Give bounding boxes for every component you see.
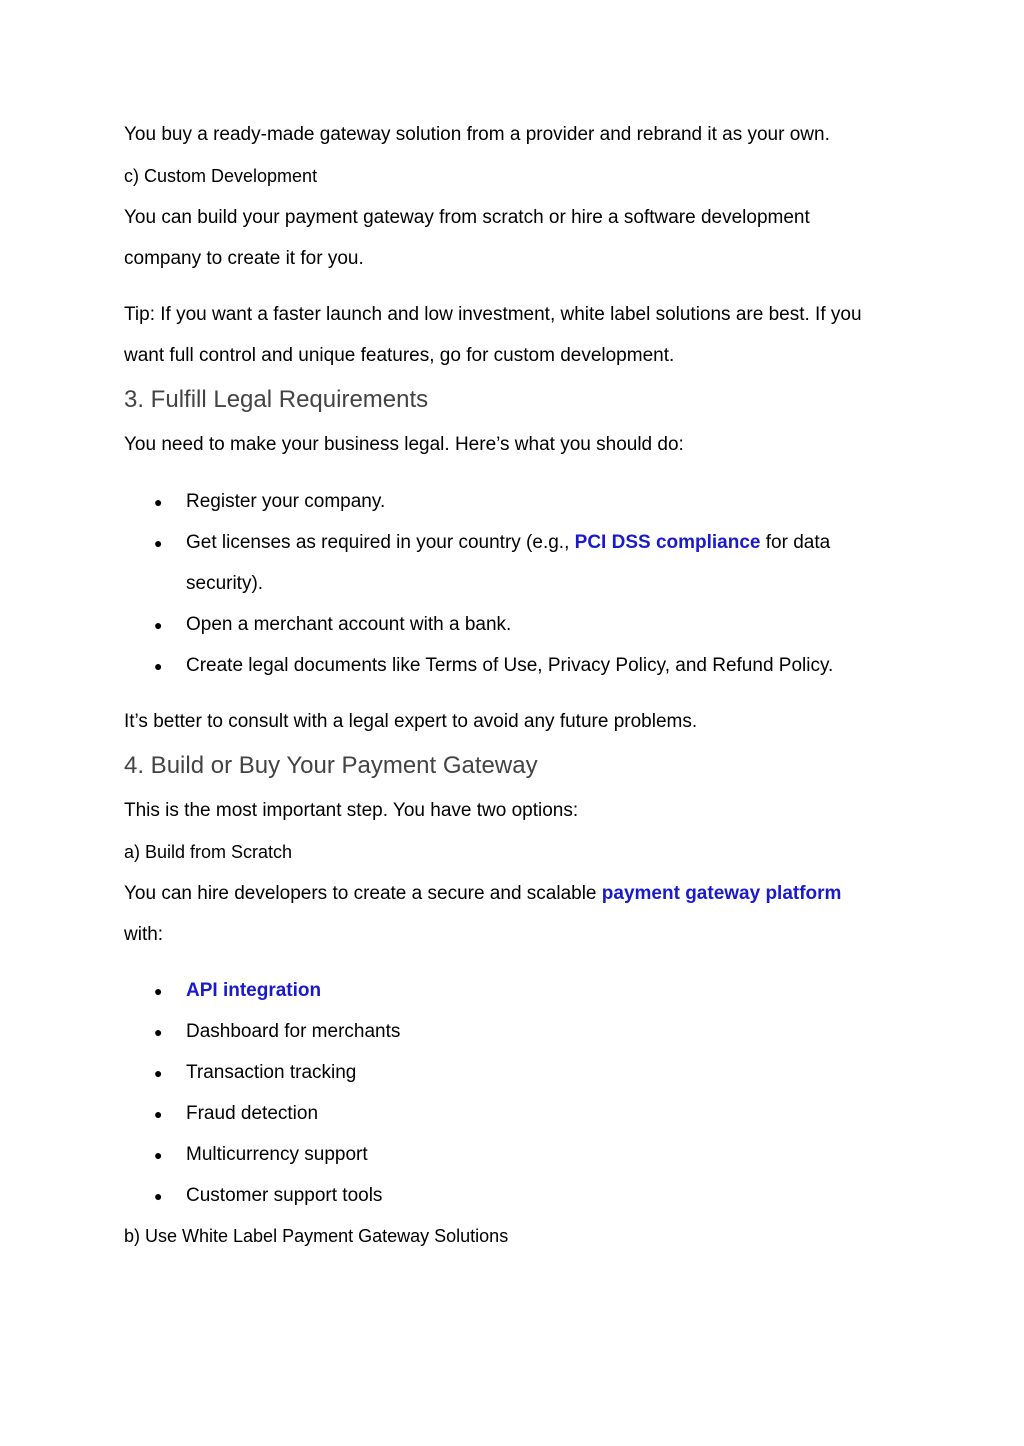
list-item-legal-documents: Create legal documents like Terms of Use, Privacy Policy, and Refund Policy. <box>186 655 834 676</box>
tip-text-line1: Tip: If you want a faster launch and low investment, white label solutions are best. If you <box>124 304 862 325</box>
list-item-multicurrency: Multicurrency support <box>186 1144 368 1165</box>
custom-development-text-line1: You can build your payment gateway from scratch or hire a software development <box>124 207 810 228</box>
api-integration-link[interactable]: API integration <box>186 980 322 1001</box>
tip-text-line2: want full control and unique features, go for custom development. <box>124 345 675 366</box>
section3-intro: You need to make your business legal. Here’s what you should do: <box>124 434 684 455</box>
list-item-licenses-continuation: security). <box>186 573 264 594</box>
section4-intro: This is the most important step. You have two options: <box>124 800 579 821</box>
list-item-licenses-after: for data <box>760 532 831 553</box>
payment-gateway-platform-link[interactable]: payment gateway platform <box>601 883 842 904</box>
white-label-subheading: b) Use White Label Payment Gateway Solutions <box>124 1226 509 1246</box>
list-item-register: Register your company. <box>186 491 386 512</box>
bullet-icon: ● <box>154 1188 163 1204</box>
hire-developers-text-continuation: with: <box>124 924 164 945</box>
list-item-licenses <box>186 532 830 554</box>
pci-dss-compliance-link[interactable]: PCI DSS compliance <box>574 532 761 553</box>
hire-developers-text <box>124 883 841 905</box>
bullet-icon: ● <box>154 535 163 551</box>
list-item-customer-support: Customer support tools <box>186 1185 383 1206</box>
custom-development-subheading: c) Custom Development <box>124 166 318 186</box>
build-from-scratch-subheading: a) Build from Scratch <box>124 842 293 862</box>
bullet-icon: ● <box>154 1065 163 1081</box>
bullet-icon: ● <box>154 658 163 674</box>
white-label-description: You buy a ready-made gateway solution from a provider and rebrand it as your own. <box>124 124 830 145</box>
hire-developers-text-start: You can hire developers to create a secure and scalable <box>124 883 602 904</box>
custom-development-text-line2: company to create it for you. <box>124 248 364 269</box>
bullet-icon: ● <box>154 1024 163 1040</box>
bullet-icon: ● <box>154 617 163 633</box>
bullet-icon: ● <box>154 983 163 999</box>
list-item-fraud-detection: Fraud detection <box>186 1103 319 1124</box>
bullet-icon: ● <box>154 1147 163 1163</box>
bullet-icon: ● <box>154 1106 163 1122</box>
section3-outro: It’s better to consult with a legal expert to avoid any future problems. <box>124 711 698 732</box>
list-item-merchant-account: Open a merchant account with a bank. <box>186 614 512 635</box>
section3-heading: 3. Fulfill Legal Requirements <box>124 386 429 413</box>
bullet-icon: ● <box>154 494 163 510</box>
list-item-licenses-text: Get licenses as required in your country (e.g., <box>186 532 575 553</box>
list-item-dashboard: Dashboard for merchants <box>186 1021 401 1042</box>
section4-heading: 4. Build or Buy Your Payment Gateway <box>124 752 538 779</box>
list-item-transaction-tracking: Transaction tracking <box>186 1062 357 1083</box>
